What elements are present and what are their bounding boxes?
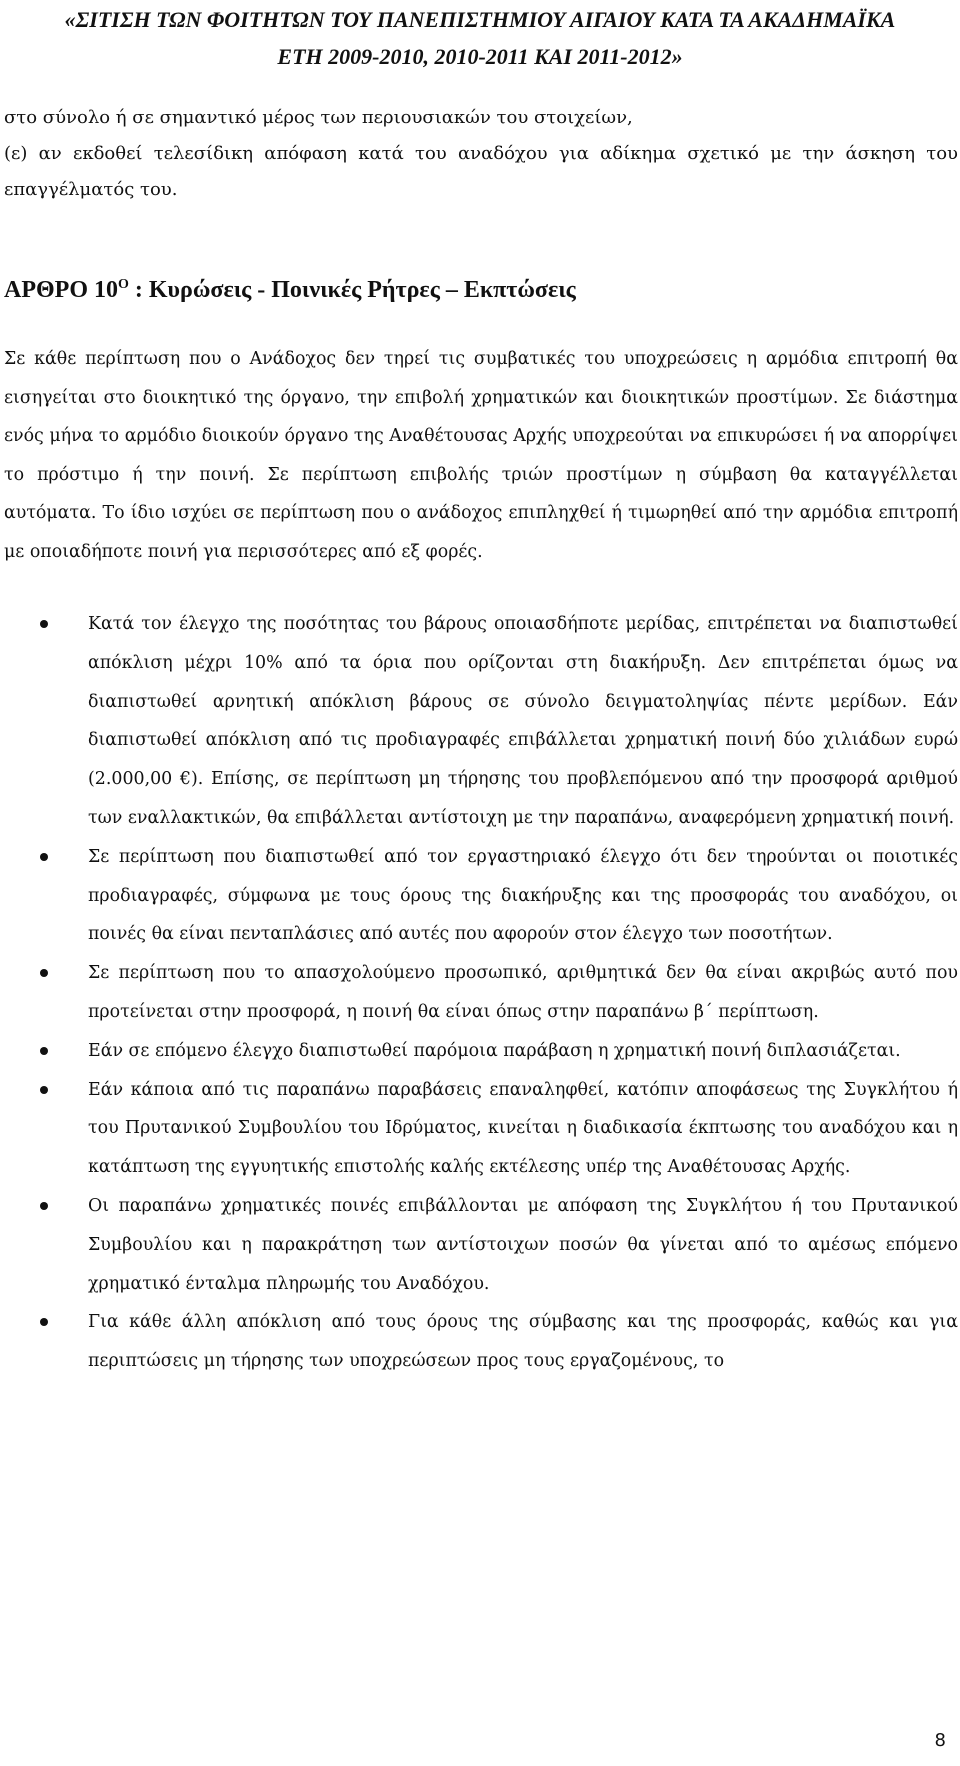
list-item-text: Κατά τον έλεγχο της ποσότητας του βάρους οποιασδήποτε μερίδας, επιτρέπεται να διαπιστωθεί απόκλιση μέχρι 10% από τα όρια που ορίζονται στη διακήρυξη. Δεν επιτρέπεται όμως να διαπιστωθεί αρνητική απόκλιση βάρους σε σύνολο δειγματοληψίας πέντε μερίδων. Εάν διαπιστωθεί απόκλιση από τις προδιαγραφές επιβάλλεται χρηματική ποινή δύο χιλιάδων ευρώ (2.000,00 €). Επίσης, σε περίπτωση μη τήρησης του προβλεπόμενου από την προσφορά αριθμού των εναλλακτικών, θα επιβάλλεται αντίστοιχη με την παραπάνω, αναφερόμενη χρηματική ποινή. [88, 614, 958, 828]
page-header [0, 0, 960, 75]
document-body [4, 100, 958, 1381]
article-title: : Κυρώσεις - Ποινικές Ρήτρες – Εκπτώσεις [128, 277, 576, 303]
list-item-text: Εάν σε επόμενο έλεγχο διαπιστωθεί παρόμοια παράβαση η χρηματική ποινή διπλασιάζεται. [88, 1040, 901, 1061]
list-item-text: Οι παραπάνω χρηματικές ποινές επιβάλλονται με απόφαση της Συγκλήτου ή του Πρυτανικού Συμβουλίου και η παρακράτηση των αντίστοιχων ποσών θα γίνεται από το αμέσως επόμενο χρηματικό ένταλμα πληρωμής του Αναδόχου. [88, 1195, 958, 1294]
list-item [4, 1032, 958, 1071]
list-item-text: Σε περίπτωση που το απασχολούμενο προσωπικό, αριθμητικά δεν θα είναι ακριβώς αυτό που προτείνεται στην προσφορά, η ποινή θα είναι όπως στην παραπάνω β΄ περίπτωση. [88, 963, 958, 1022]
list-item [4, 1303, 958, 1381]
list-item [4, 605, 958, 838]
list-item-text: Σε περίπτωση που διαπιστωθεί από τον εργαστηριακό έλεγχο ότι δεν τηρούνται οι ποιοτικές προδιαγραφές, σύμφωνα με τους όρους της διακήρυξης και της προσφοράς του αναδόχου, οι ποινές θα είναι πενταπλάσιες από αυτές που αφορούν στον έλεγχο των ποσοτήτων. [88, 846, 958, 945]
list-item-text: Για κάθε άλλη απόκλιση από τους όρους της σύμβασης και της προσφοράς, καθώς και για περιπτώσεις μη τήρησης των υποχρεώσεων προς τους εργαζομένους, το [88, 1312, 958, 1372]
list-item [4, 1187, 958, 1303]
bullet-icon [40, 620, 48, 628]
penalty-list [4, 605, 958, 1381]
header-title-line-2: ΕΤΗ 2009-2010, 2010-2011 ΚΑΙ 2011-2012» [277, 44, 683, 69]
article-number: ΑΡΘΡΟ 10 [4, 277, 118, 303]
header-title-line-1: «ΣΙΤΙΣΗ ΤΩΝ ΦΟΙΤΗΤΩΝ ΤΟΥ ΠΑΝΕΠΙΣΤΗΜΙΟΥ ΑΙΓΑΙΟΥ ΚΑΤΑ ΤΑ ΑΚΑΔΗΜΑΪΚΑ [64, 7, 896, 32]
article-paragraph: Σε κάθε περίπτωση που ο Ανάδοχος δεν τηρεί τις συμβατικές του υποχρεώσεις η αρμόδια επιτροπή θα εισηγείται στο διοικητικό της όργανο, την επιβολή χρηματικών και διοικητικών προστίμων. Σε διάστημα ενός μήνα το αρμόδιο διοικούν όργανο της Αναθέτουσας Αρχής υποχρεούται να επικυρώσει ή να απορρίψει το πρόστιμο ή την ποινή. Σε περίπτωση επιβολής τριών προστίμων η σύμβαση θα καταγγέλλεται αυτόματα. Το ίδιο ισχύει σε περίπτωση που ο ανάδοχος επιπληχθεί ή τιμωρηθεί από την αρμόδια επιτροπή με οποιαδήποτε ποινή για περισσότερες από εξ φορές. [4, 349, 958, 562]
bullet-icon [40, 1318, 48, 1326]
bullet-icon [40, 1086, 48, 1094]
article-heading [4, 208, 958, 330]
list-item [4, 838, 958, 954]
article-number-superscript: Ο [118, 277, 129, 292]
bullet-icon [40, 853, 48, 861]
continued-line: στο σύνολο ή σε σημαντικό μέρος των περιουσιακών του στοιχείων, [4, 107, 633, 128]
bullet-icon [40, 1202, 48, 1210]
list-item [4, 1071, 958, 1187]
list-item [4, 954, 958, 1032]
continued-item-e: (ε) αν εκδοθεί τελεσίδικη απόφαση κατά του αναδόχου για αδίκημα σχετικό με την άσκηση του επαγγέλματός του. [4, 143, 958, 200]
page-number: 8 [934, 1730, 946, 1751]
bullet-icon [40, 1047, 48, 1055]
list-item-text: Εάν κάποια από τις παραπάνω παραβάσεις επαναληφθεί, κατόπιν αποφάσεως της Συγκλήτου ή του Πρυτανικού Συμβουλίου του Ιδρύματος, κινείται η διαδικασία έκπτωσης του αναδόχου και η κατάπτωση της εγγυητικής επιστολής καλής εκτέλεσης υπέρ της Αναθέτουσας Αρχής. [88, 1079, 958, 1178]
bullet-icon [40, 969, 48, 977]
